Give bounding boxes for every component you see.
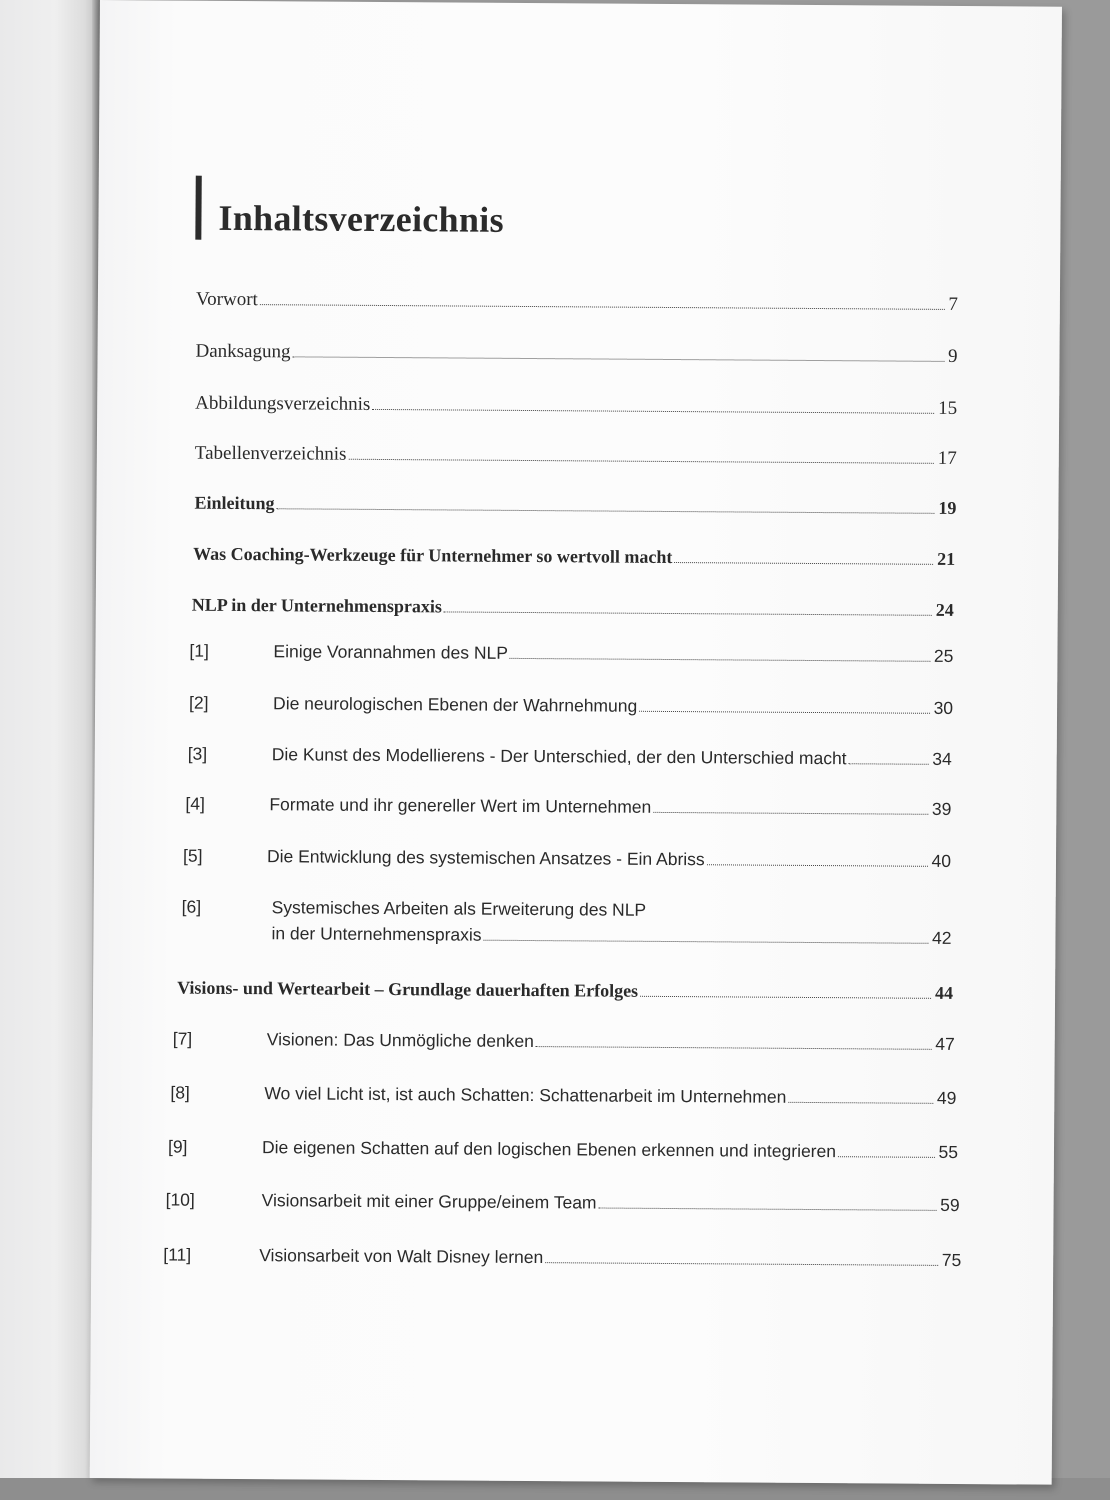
toc-subsection-label: Visionsarbeit mit einer Gruppe/einem Team <box>261 1190 597 1213</box>
dot-leader <box>484 940 928 944</box>
table-of-contents <box>90 0 1062 1485</box>
dot-leader <box>276 508 934 514</box>
toc-subsection-label: Die Entwicklung des systemischen Ansatzes - Ein Abriss <box>266 846 705 870</box>
section-number: [1] <box>189 640 209 661</box>
toc-page-number: 39 <box>931 798 952 819</box>
toc-page-number: 30 <box>933 697 954 718</box>
dot-leader <box>545 1262 937 1266</box>
toc-page-number: 25 <box>933 645 954 666</box>
toc-entry <box>195 393 957 420</box>
section-number: [10] <box>165 1189 195 1210</box>
dot-leader <box>653 812 928 815</box>
toc-entry-label: Vorwort <box>195 288 258 311</box>
toc-subsection-label: Visionsarbeit von Walt Disney lernen <box>259 1245 544 1268</box>
toc-page-number: 47 <box>935 1033 955 1054</box>
section-number: [4] <box>185 793 205 814</box>
toc-page-number: 49 <box>936 1087 957 1109</box>
section-number: [8] <box>170 1082 190 1103</box>
toc-chapter-label: Einleitung <box>194 492 275 514</box>
book-page <box>90 0 1062 1485</box>
facing-page-edge <box>0 0 100 1500</box>
toc-subsection <box>173 1029 955 1055</box>
toc-subsection-label: Die eigenen Schatten auf den logischen Ebenen erkennen und integrieren <box>261 1137 837 1162</box>
toc-subsection <box>168 1137 958 1164</box>
toc-chapter-label: Visions- und Wertearbeit – Grundlage dauerhaften Erfolges <box>177 977 639 1001</box>
toc-subsection-label: Formate und ihr genereller Wert im Unternehmen <box>269 794 652 817</box>
toc-subsection-label: Wo viel Licht ist, ist auch Schatten: Schattenarbeit im Unternehmen <box>264 1083 787 1107</box>
toc-subsection-first-line <box>272 897 647 921</box>
toc-chapter <box>194 493 956 519</box>
dot-leader <box>640 996 931 999</box>
toc-subsection <box>271 923 951 949</box>
toc-page-number: 55 <box>938 1141 959 1163</box>
section-number: [11] <box>163 1244 192 1265</box>
toc-page-number: 21 <box>937 548 956 569</box>
dot-leader <box>292 356 944 362</box>
toc-page-number: 15 <box>938 397 958 419</box>
dot-leader <box>510 658 930 662</box>
toc-subsection <box>185 794 951 820</box>
toc-page-number: 40 <box>931 850 952 871</box>
toc-page-number: 59 <box>940 1194 960 1216</box>
dot-leader <box>372 409 934 414</box>
toc-chapter-label: Was Coaching-Werkzeuge für Unternehmer so wertvoll macht <box>193 543 673 568</box>
toc-entry-label: Danksagung <box>195 340 291 363</box>
section-number: [2] <box>189 692 209 713</box>
section-number: [9] <box>167 1136 188 1157</box>
toc-page-number: 42 <box>931 927 952 948</box>
toc-entry <box>196 289 958 316</box>
section-number: [5] <box>182 845 203 866</box>
dot-leader <box>674 562 933 565</box>
toc-subsection <box>163 1244 961 1271</box>
toc-subsection-label: Einige Vorannahmen des NLP <box>273 641 508 663</box>
toc-subsection <box>183 846 951 872</box>
toc-page-number: 19 <box>938 497 957 518</box>
toc-subsection-label: Die neurologischen Ebenen der Wahrnehmung <box>273 693 638 716</box>
toc-subsection <box>166 1189 960 1216</box>
page-title: Inhaltsverzeichnis <box>218 197 505 240</box>
toc-subsection <box>188 744 952 770</box>
toc-subsection <box>189 641 953 667</box>
section-number: [6] <box>181 896 202 917</box>
dot-leader <box>707 864 928 867</box>
toc-page-number: 9 <box>947 345 958 367</box>
toc-chapter <box>177 978 953 1004</box>
dot-leader <box>599 1208 937 1211</box>
toc-page-number: 24 <box>935 599 954 620</box>
dot-leader <box>260 304 945 310</box>
toc-entry <box>195 443 957 470</box>
dot-leader <box>849 763 929 765</box>
toc-chapter <box>193 544 955 570</box>
toc-page-number: 75 <box>941 1249 962 1271</box>
toc-page-number: 44 <box>935 982 954 1003</box>
toc-page-number: 17 <box>937 447 957 469</box>
toc-subsection-label: Die Kunst des Modellierens - Der Unterschied, der den Unterschied macht <box>271 744 847 769</box>
toc-entry-label: Abbildungsverzeichnis <box>195 392 371 415</box>
toc-subsection-label: in der Unternehmenspraxis <box>271 923 482 945</box>
toc-subsection <box>189 693 953 719</box>
toc-entry <box>195 341 957 368</box>
toc-page-number: 34 <box>932 748 952 769</box>
toc-subsection <box>170 1083 956 1109</box>
toc-chapter-label: NLP in der Unternehmenspraxis <box>191 594 443 617</box>
toc-subsection-label: Visionen: Das Unmögliche denken <box>266 1029 535 1052</box>
section-number: [7] <box>172 1028 193 1049</box>
dot-leader <box>639 711 929 714</box>
toc-entry-label: Tabellenverzeichnis <box>194 442 347 465</box>
dot-leader <box>348 459 933 464</box>
toc-page-number: 7 <box>948 293 958 315</box>
toc-subsection-number-6 <box>182 897 202 918</box>
dot-leader <box>444 611 932 615</box>
toc-chapter <box>192 595 954 621</box>
toc-subsection-label: Systemisches Arbeiten als Erweiterung des NLP <box>271 897 647 920</box>
section-number: [3] <box>187 743 208 764</box>
dot-leader <box>788 1102 933 1104</box>
dot-leader <box>838 1156 934 1158</box>
dot-leader <box>536 1046 931 1050</box>
